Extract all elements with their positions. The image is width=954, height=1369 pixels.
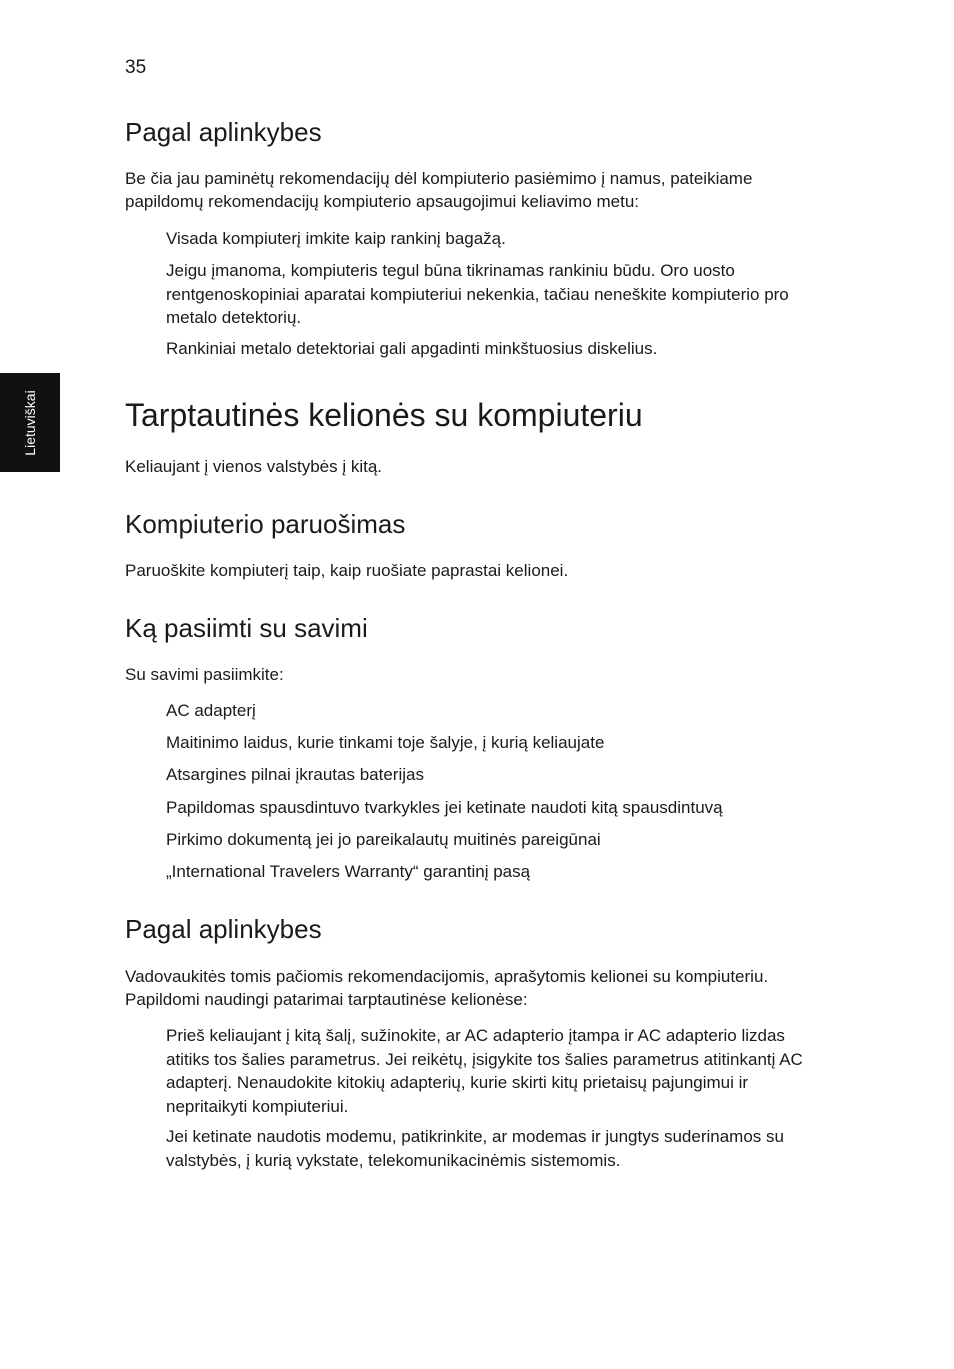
list-item: Atsargines pilnai įkrautas baterijas xyxy=(166,765,424,784)
section-intro: Vadovaukitės tomis pačiomis rekomendacijomis, aprašytomis kelionei su kompiuteriu. Papildomi naudingi patarimai tarptautinėse kelionėse: xyxy=(125,967,769,1009)
list-item: „International Travelers Warranty“ garantinį pasą xyxy=(166,862,531,881)
section-heading-preparation: Kompiuterio paruošimas xyxy=(125,509,406,539)
list-item: Jeigu įmanoma, kompiuteris tegul būna tikrinamas rankiniu būdu. Oro uosto rentgenoskopiniai aparatai kompiuteriui nekenkia, tačiau neneškite kompiuterio pro metalo detektorių. xyxy=(166,261,789,327)
section-heading-circumstances: Pagal aplinkybes xyxy=(125,117,322,147)
list-item: AC adapterį xyxy=(166,701,256,720)
preparation-text: Paruoškite kompiuterį taip, kaip ruošiate paprastai kelionei. xyxy=(125,561,569,580)
list-item: Jei ketinate naudotis modemu, patikrinkite, ar modemas ir jungtys suderinamos su valstybės, į kurią vykstate, telekomunikacinėmis sistemomis. xyxy=(166,1127,784,1170)
page-title: Tarptautinės kelionės su kompiuteriu xyxy=(125,397,643,433)
bring-intro: Su savimi pasiimkite: xyxy=(125,665,284,684)
section-intro: Be čia jau paminėtų rekomendacijų dėl kompiuterio pasiėmimo į namus, pateikiame papildomų rekomendacijų kompiuterio apsaugojimui keliavimo metu: xyxy=(125,169,753,211)
language-tab-label: Lietuviškai xyxy=(22,390,38,456)
list-item: Visada kompiuterį imkite kaip rankinį bagažą. xyxy=(166,229,506,248)
list-item: Pirkimo dokumentą jei jo pareikalautų muitinės pareigūnai xyxy=(166,830,601,849)
list-item: Prieš keliaujant į kitą šalį, sužinokite, ar AC adapterio įtampa ir AC adapterio lizdas atitiks tos šalies parametrus. Jei reikėtų, įsigykite tos šalies parametrus atitinkantį AC adapterį. Nenaudokite kitokių adapterių, kurie skirti kitų prietaisų pajungimui ir nepritaikyti kompiuteriui. xyxy=(166,1026,803,1116)
page-number: 35 xyxy=(125,57,147,78)
list-item: Maitinimo laidus, kurie tinkami toje šalyje, į kurią keliaujate xyxy=(166,733,605,752)
title-intro: Keliaujant į vienos valstybės į kitą. xyxy=(125,457,383,476)
section-heading-circumstances-2: Pagal aplinkybes xyxy=(125,914,322,944)
list-item: Rankiniai metalo detektoriai gali apgadinti minkštuosius diskelius. xyxy=(166,339,658,358)
section-heading-what-to-bring: Ką pasiimti su savimi xyxy=(125,613,368,643)
language-side-tab xyxy=(0,373,60,472)
list-item: Papildomas spausdintuvo tvarkykles jei ketinate naudoti kitą spausdintuvą xyxy=(166,798,723,817)
